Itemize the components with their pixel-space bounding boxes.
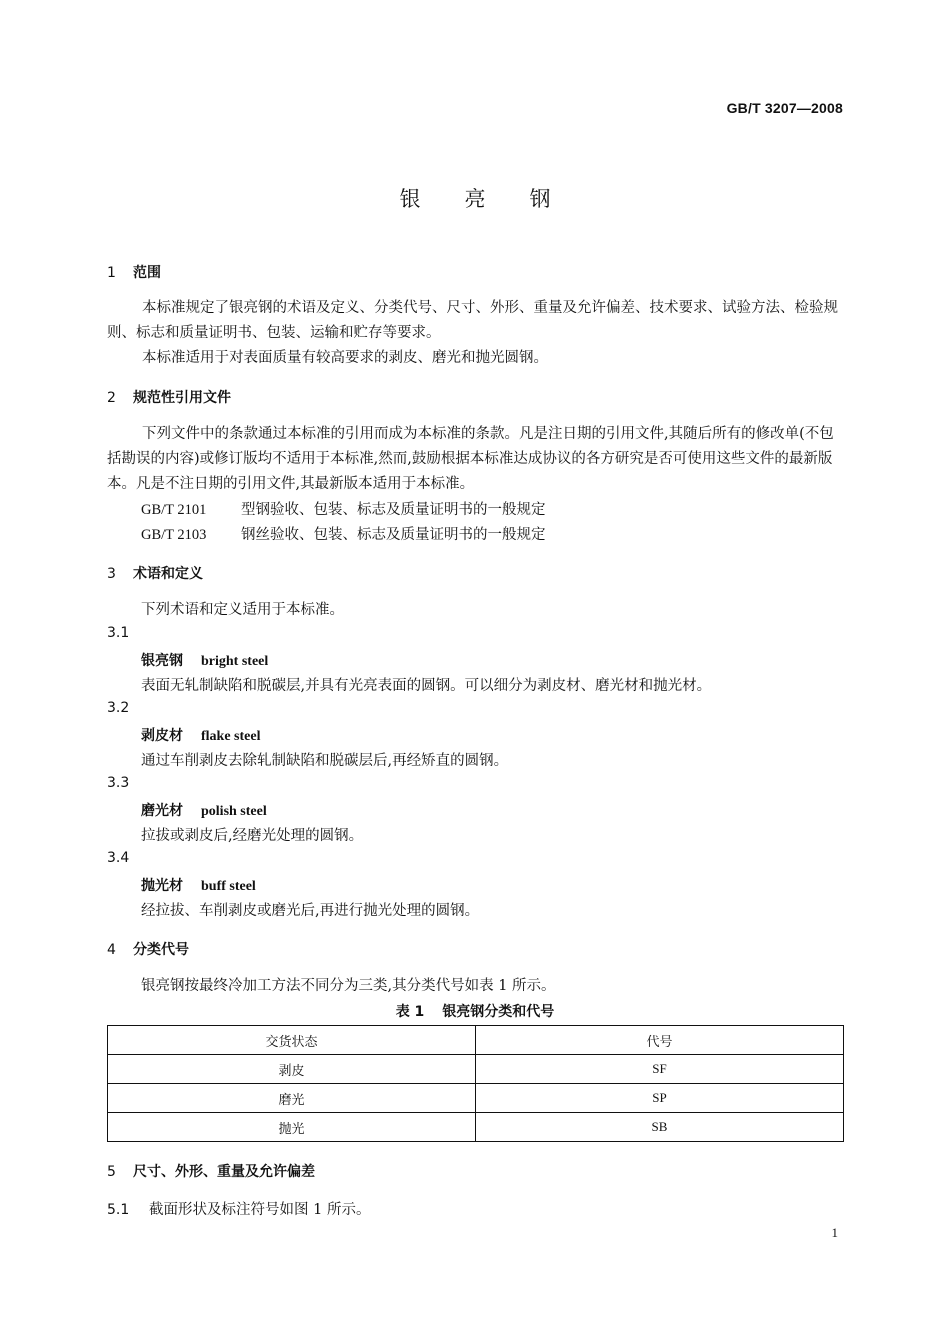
subsection-number: 5.1 [107,1202,130,1218]
term-english: polish steel [201,804,267,819]
table-row [108,1055,844,1084]
term-name [141,725,260,745]
table-cell: 抛光 [108,1113,476,1142]
table-cell: SB [476,1113,844,1142]
section-title: 术语和定义 [133,566,203,582]
term-definition: 经拉拔、车削剥皮或磨光后,再进行抛光处理的圆钢。 [141,903,480,919]
section-4-paragraph-1: 银亮钢按最终冷加工方法不同分为三类,其分类代号如表 1 所示。 [141,978,556,994]
section-3-intro: 下列术语和定义适用于本标准。 [141,602,344,618]
term-name [141,650,268,670]
section-1-paragraph-2: 本标准适用于对表面质量有较高要求的剥皮、磨光和抛光圆钢。 [142,350,548,366]
term-chinese: 抛光材 [141,878,183,894]
document-title: 银亮钢 [399,187,595,211]
section-title: 尺寸、外形、重量及允许偏差 [133,1164,315,1180]
section-3-heading [107,563,203,583]
section-2-heading [107,387,231,407]
section-number: 3 [107,566,116,582]
classification-table [107,1025,844,1142]
section-2-paragraph-1: 下列文件中的条款通过本标准的引用而成为本标准的条款。凡是注日期的引用文件,其随后所有的修改单(不包括勘误的内容)或修订版均不适用于本标准,然而,鼓励根据本标准达成协议的各方研究是否可使用这些文件的最新版本。凡是不注日期的引用文件,其最新版本适用于本标准。 [107,426,834,492]
table-cell: SF [476,1055,844,1084]
term-english: bright steel [201,654,269,669]
term-chinese: 银亮钢 [141,653,183,669]
section-number: 1 [107,265,116,281]
reference-item [141,523,546,544]
term-definition: 表面无轧制缺陷和脱碳层,并具有光亮表面的圆钢。可以细分为剥皮材、磨光材和抛光材。 [141,678,712,694]
section-1-paragraph-1: 本标准规定了银亮钢的术语及定义、分类代号、尺寸、外形、重量及允许偏差、技术要求、试验方法、检验规则、标志和质量证明书、包装、运输和贮存等要求。 [107,300,838,341]
reference-title: 钢丝验收、包装、标志及质量证明书的一般规定 [241,527,546,543]
table-cell: SP [476,1084,844,1113]
table-header-row [108,1026,844,1055]
section-number: 4 [107,942,116,958]
standard-code: GB/T 3207—2008 [726,100,843,116]
section-title: 范围 [133,265,161,281]
term-number: 3.4 [107,850,130,866]
table-header-cell: 代号 [476,1026,844,1055]
reference-code: GB/T 2103 [141,527,207,543]
term-chinese: 磨光材 [141,803,183,819]
term-name [141,800,267,820]
term-definition: 拉拔或剥皮后,经磨光处理的圆钢。 [141,828,364,844]
term-number: 3.2 [107,700,130,716]
table-caption-number: 表 1 [395,1004,425,1020]
page-number: 1 [831,1225,838,1240]
term-number: 3.3 [107,775,130,791]
section-title: 规范性引用文件 [133,390,231,406]
table-caption-title: 银亮钢分类和代号 [442,1004,555,1020]
term-definition: 通过车削剥皮去除轧制缺陷和脱碳层后,再经矫直的圆钢。 [141,753,509,769]
reference-title: 型钢验收、包装、标志及质量证明书的一般规定 [241,502,546,518]
subsection-text: 截面形状及标注符号如图 1 所示。 [149,1202,371,1218]
table-row [108,1113,844,1142]
table-cell: 剥皮 [108,1055,476,1084]
table-row [108,1084,844,1113]
section-1-heading [107,262,161,282]
subsection-5-1 [107,1198,370,1219]
term-number: 3.1 [107,625,130,641]
section-5-heading [107,1161,315,1181]
section-4-heading [107,939,189,959]
term-name [141,875,256,895]
section-number: 5 [107,1164,116,1180]
table-header-cell: 交货状态 [108,1026,476,1055]
term-english: buff steel [201,879,256,894]
reference-code: GB/T 2101 [141,502,207,518]
table-caption [0,1001,950,1021]
reference-item [141,498,546,519]
table-cell: 磨光 [108,1084,476,1113]
term-chinese: 剥皮材 [141,728,183,744]
term-english: flake steel [201,729,261,744]
section-number: 2 [107,390,116,406]
section-title: 分类代号 [133,942,189,958]
